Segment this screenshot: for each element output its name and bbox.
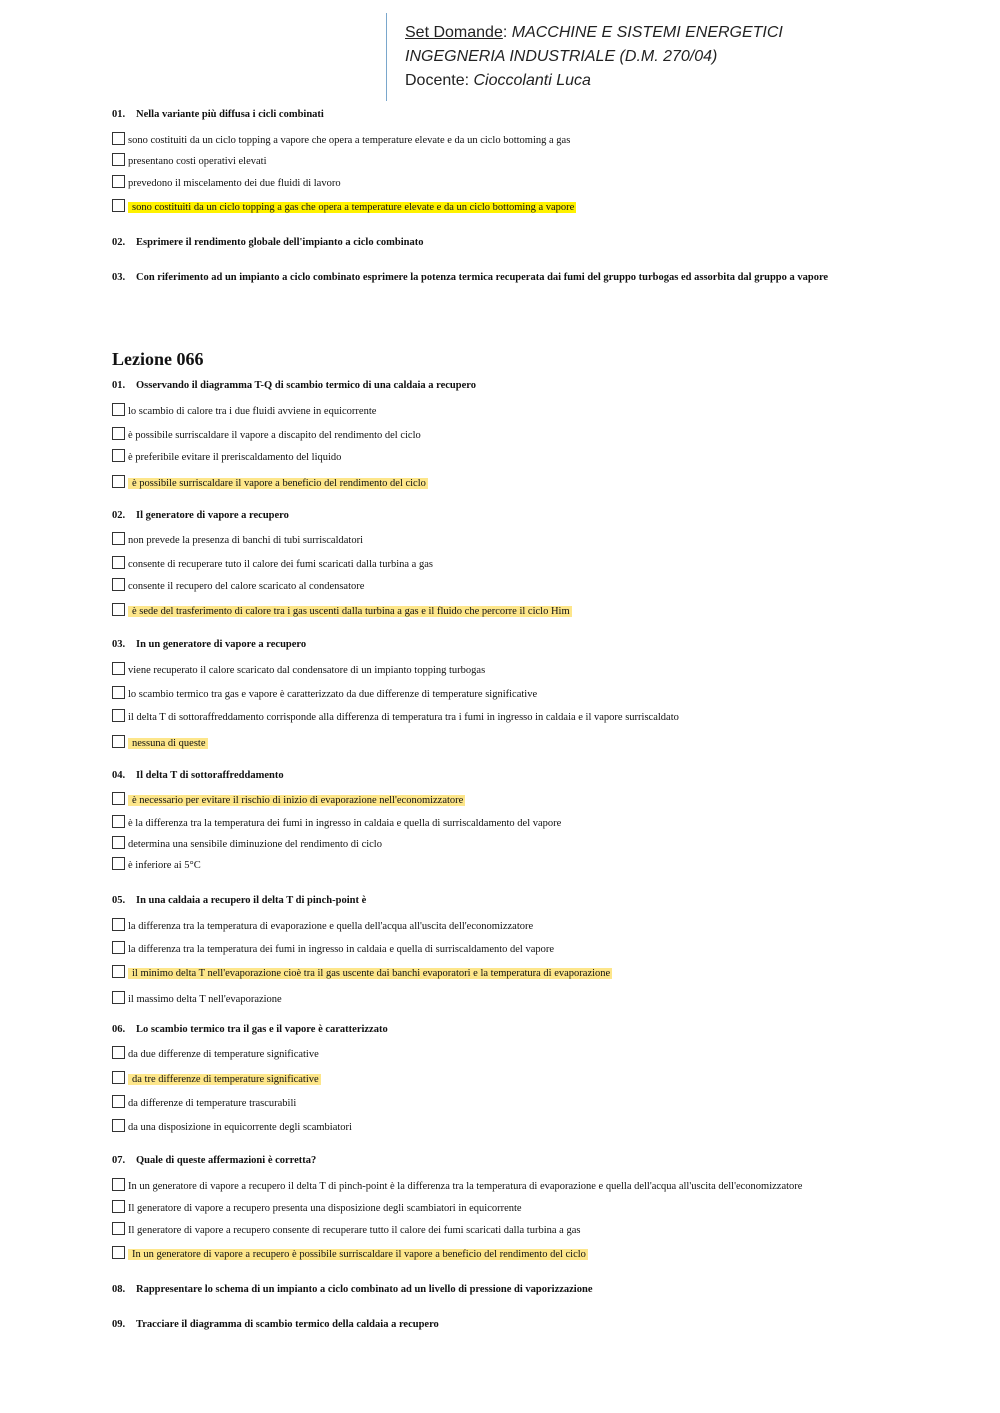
checkbox[interactable] [112,532,125,545]
option-text: il massimo delta T nell'evaporazione [128,994,282,1005]
set-label: Set Domande [405,24,503,41]
answer-option-correct[interactable] [112,1071,321,1085]
question-number: 02. [112,510,126,521]
question-text: Il delta T di sottoraffreddamento [136,770,284,781]
checkbox[interactable] [112,1095,125,1108]
option-text: da due differenze di temperature significative [128,1049,319,1060]
question-text: Il generatore di vapore a recupero [136,510,289,521]
option-text: prevedono il miscelamento dei due fluidi di lavoro [128,178,341,189]
checkbox[interactable] [112,735,125,748]
question-number: 03. [112,272,126,283]
checkbox[interactable] [112,836,125,849]
question-number: 08. [112,1284,126,1295]
checkbox[interactable] [112,403,125,416]
question-title [112,895,366,906]
option-text: la differenza tra la temperatura di evaporazione e quella dell'acqua all'uscita dell'economizzatore [128,921,534,932]
option-text: da una disposizione in equicorrente degli scambiatori [128,1122,352,1133]
checkbox[interactable] [112,792,125,805]
question-text: Esprimere il rendimento globale dell'impianto a ciclo combinato [136,237,424,248]
question-number: 06. [112,1024,126,1035]
checkbox[interactable] [112,1119,125,1132]
answer-option-correct[interactable] [112,792,465,806]
degree-name: INGEGNERIA INDUSTRIALE (D.M. 270/04) [405,48,718,65]
question-number: 02. [112,237,126,248]
option-text: Il generatore di vapore a recupero presenta una disposizione degli scambiatori in equicorrente [128,1203,522,1214]
header-teacher-line [405,69,946,93]
question-text: Nella variante più diffusa i cicli combinati [136,109,324,120]
answer-option[interactable] [112,815,561,829]
option-text: è necessario per evitare il rischio di inizio di evaporazione nell'economizzatore [128,795,465,806]
answer-option[interactable] [112,578,364,592]
checkbox[interactable] [112,475,125,488]
answer-option-correct[interactable] [112,1246,588,1260]
answer-option[interactable] [112,1222,580,1236]
option-text: è sede del trasferimento di calore tra i gas uscenti dalla turbina a gas e il fluido che percorre il ciclo Him [128,606,572,617]
answer-option[interactable] [112,1119,352,1133]
checkbox[interactable] [112,1246,125,1259]
option-text: determina una sensibile diminuzione del rendimento di ciclo [128,839,382,850]
checkbox[interactable] [112,857,125,870]
option-text: è la differenza tra la temperatura dei fumi in ingresso in caldaia e quella di surriscaldamento del vapore [128,818,562,829]
checkbox[interactable] [112,1046,125,1059]
teacher-name: Cioccolanti Luca [473,72,591,89]
checkbox[interactable] [112,175,125,188]
option-text: da tre differenze di temperature significative [128,1074,321,1085]
option-text: il minimo delta T nell'evaporazione cioè tra il gas uscente dai banchi evaporatori e la temperatura di evaporazione [128,968,612,979]
checkbox[interactable] [112,556,125,569]
question-number: 09. [112,1319,126,1330]
option-text: In un generatore di vapore a recupero il delta T di pinch-point è la differenza tra la temperatura di evaporazione e quella dell'acqua all'uscita dell'economizzatore [128,1181,803,1192]
question-title [112,1284,592,1295]
header-colon: : [502,24,512,41]
question-title [112,109,324,120]
option-text: Il generatore di vapore a recupero consente di recuperare tutto il calore dei fumi scaricati dalla turbina a gas [128,1225,581,1236]
answer-option[interactable] [112,1046,319,1060]
answer-option-correct[interactable] [112,475,428,489]
checkbox[interactable] [112,132,125,145]
question-number: 05. [112,895,126,906]
answer-option[interactable] [112,403,376,417]
question-title [112,237,423,248]
checkbox[interactable] [112,449,125,462]
checkbox[interactable] [112,1178,125,1191]
checkbox[interactable] [112,1200,125,1213]
question-title [112,1155,316,1166]
question-text: Osservando il diagramma T-Q di scambio termico di una caldaia a recupero [136,380,476,391]
checkbox[interactable] [112,427,125,440]
option-text: presentano costi operativi elevati [128,156,267,167]
checkbox[interactable] [112,918,125,931]
question-text: Quale di queste affermazioni è corretta? [136,1155,317,1166]
answer-option-correct[interactable] [112,965,612,979]
lesson-title: Lezione 066 [112,349,204,369]
answer-option[interactable] [112,1095,296,1109]
option-text: non prevede la presenza di banchi di tubi surriscaldatori [128,535,363,546]
option-text: lo scambio di calore tra i due fluidi avviene in equicorrente [128,406,377,417]
answer-option-correct[interactable] [112,603,572,617]
question-number: 03. [112,639,126,650]
answer-option[interactable] [112,153,267,167]
course-name: MACCHINE E SISTEMI ENERGETICI [511,24,783,41]
checkbox[interactable] [112,578,125,591]
option-text: viene recuperato il calore scaricato dal condensatore di un impianto topping turbogas [128,665,486,676]
question-number: 01. [112,109,126,120]
answer-option[interactable] [112,836,382,850]
option-text: il delta T di sottoraffreddamento corrisponde alla differenza di temperatura tra i fumi in ingresso in caldaia e il vapore surriscaldato [128,712,679,723]
checkbox[interactable] [112,709,125,722]
answer-option[interactable] [112,175,341,189]
checkbox[interactable] [112,199,125,212]
checkbox[interactable] [112,603,125,616]
option-text: la differenza tra la temperatura dei fumi in ingresso in caldaia e quella di surriscaldamento del vapore [128,944,555,955]
answer-option[interactable] [112,857,201,871]
header-course-line [405,21,946,45]
option-text: consente di recuperare tuto il calore dei fumi scaricati dalla turbina a gas [128,559,433,570]
question-text: Tracciare il diagramma di scambio termico della caldaia a recupero [136,1319,439,1330]
question-title [112,639,306,650]
option-text: è possibile surriscaldare il vapore a beneficio del rendimento del ciclo [128,478,428,489]
answer-option[interactable] [112,1200,522,1214]
question-text: In una caldaia a recupero il delta T di pinch-point è [136,895,367,906]
question-title [112,380,476,391]
question-text: Rappresentare lo schema di un impianto a ciclo combinato ad un livello di pressione di vaporizzazione [136,1284,593,1295]
answer-option[interactable] [112,427,421,441]
checkbox[interactable] [112,662,125,675]
answer-option-correct[interactable] [112,199,576,213]
option-text: nessuna di queste [128,738,208,749]
question-title [112,272,828,283]
answer-option[interactable] [112,686,537,700]
question-title [112,1319,439,1330]
option-text: è inferiore ai 5°C [128,860,201,871]
checkbox[interactable] [112,1071,125,1084]
answer-option[interactable] [112,1178,802,1192]
option-text: sono costituiti da un ciclo topping a gas che opera a temperature elevate e da un ciclo bottoming a vapore [128,202,576,213]
checkbox[interactable] [112,991,125,1004]
question-number: 07. [112,1155,126,1166]
answer-option[interactable] [112,132,570,146]
answer-option[interactable] [112,991,282,1005]
teacher-label: Docente: [405,72,474,89]
checkbox[interactable] [112,941,125,954]
checkbox[interactable] [112,153,125,166]
answer-option[interactable] [112,941,554,955]
question-text: Con riferimento ad un impianto a ciclo combinato esprimere la potenza termica recuperata dai fumi del gruppo turbogas ed assorbita dal gruppo a vapore [136,272,829,283]
checkbox[interactable] [112,965,125,978]
answer-option[interactable] [112,532,363,546]
question-number: 01. [112,380,126,391]
answer-option[interactable] [112,556,433,570]
option-text: consente il recupero del calore scaricato al condensatore [128,581,365,592]
document-header [386,13,946,101]
question-title [112,770,284,781]
option-text: è preferibile evitare il preriscaldamento del liquido [128,452,342,463]
option-text: In un generatore di vapore a recupero è possibile surriscaldare il vapore a beneficio del rendimento del ciclo [128,1249,588,1260]
checkbox[interactable] [112,815,125,828]
option-text: è possibile surriscaldare il vapore a discapito del rendimento del ciclo [128,430,421,441]
option-text: da differenze di temperature trascurabili [128,1098,297,1109]
checkbox[interactable] [112,686,125,699]
question-number: 04. [112,770,126,781]
question-text: Lo scambio termico tra il gas e il vapore è caratterizzato [136,1024,388,1035]
answer-option[interactable] [112,662,485,676]
option-text: lo scambio termico tra gas e vapore è caratterizzato da due differenze di temperature significative [128,689,538,700]
answer-option-correct[interactable] [112,735,208,749]
question-title [112,510,289,521]
question-text: In un generatore di vapore a recupero [136,639,307,650]
option-text: sono costituiti da un ciclo topping a vapore che opera a temperature elevate e da un ciclo bottoming a gas [128,135,571,146]
answer-option[interactable] [112,709,679,723]
question-title [112,1024,388,1035]
checkbox[interactable] [112,1222,125,1235]
answer-option[interactable] [112,918,533,932]
answer-option[interactable] [112,449,341,463]
